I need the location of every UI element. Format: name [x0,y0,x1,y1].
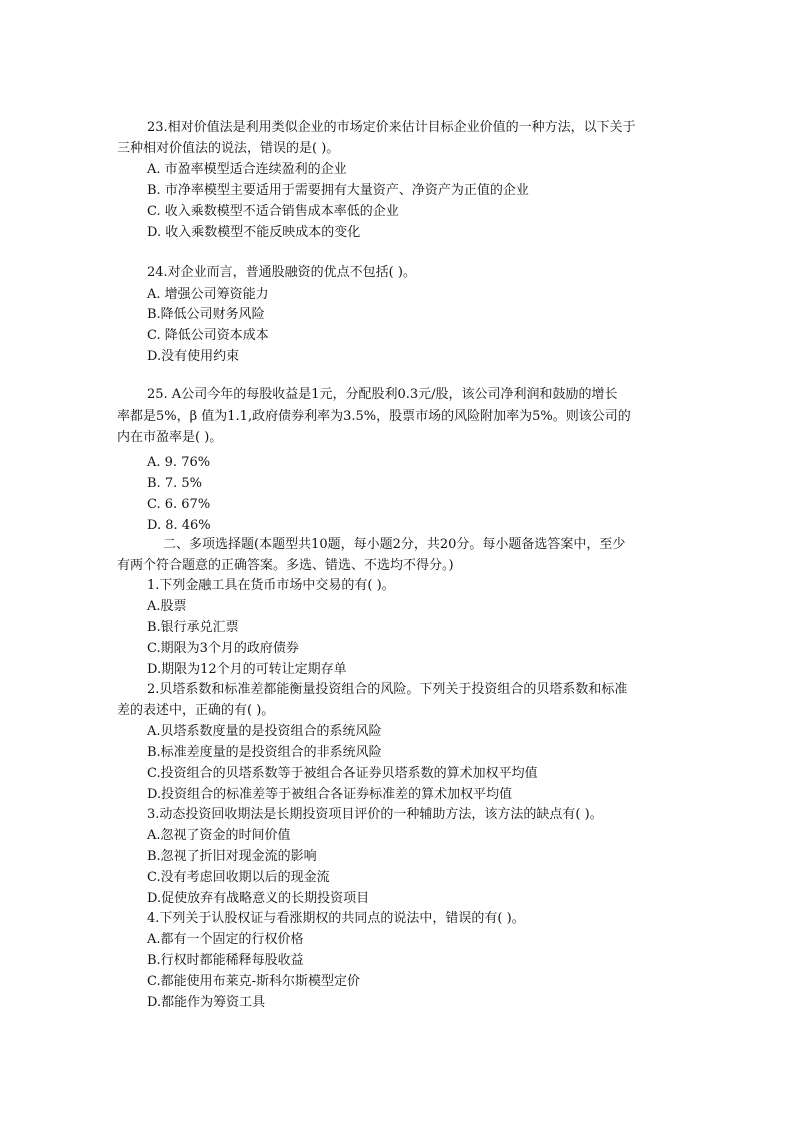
question-23-option-d: D. 收入乘数模型不能反映成本的变化 [147,225,361,240]
mc-question-4-option-a: A.都有一个固定的行权价格 [147,932,304,947]
question-25-text-cont-2: 内在市盈率是( )。 [117,430,223,445]
question-23-option-b: B. 市净率模型主要适用于需要拥有大量资产、净资产为正值的企业 [147,183,529,198]
question-25-option-c: C. 6. 67% [147,497,211,512]
mc-question-2-option-b: B.标准差度量的是投资组合的非系统风险 [147,745,382,760]
question-25-option-a: A. 9. 76% [147,455,211,470]
mc-question-1-option-a: A.股票 [147,599,187,614]
mc-question-1-text: 1.下列金融工具在货币市场中交易的有( )。 [147,578,395,593]
mc-question-1-option-c: C.期限为3个月的政府债券 [147,641,299,656]
question-24-text: 24.对企业而言，普通股融资的优点不包括( )。 [147,265,416,280]
mc-question-2-option-c: C.投资组合的贝塔系数等于被组合各证券贝塔系数的算术加权平均值 [147,766,538,781]
mc-question-2-text: 2.贝塔系数和标准差都能衡量投资组合的风险。下列关于投资组合的贝塔系数和标准 [147,682,628,697]
section-two-heading-cont: 有两个符合题意的正确答案。多选、错选、不选均不得分。) [117,558,454,573]
mc-question-4-option-b: B.行权时都能稀释每股收益 [147,953,304,968]
question-23-option-a: A. 市盈率模型适合连续盈利的企业 [147,162,347,177]
mc-question-4-option-c: C.都能使用布莱克-斯科尔斯模型定价 [147,974,361,989]
mc-question-2-option-d: D.投资组合的标准差等于被组合各证券标准差的算术加权平均值 [147,787,513,802]
section-two-heading: 二、多项选择题(本题型共10题，每小题2分，共20分。每小题备选答案中，至少 [163,537,626,552]
mc-question-3-option-d: D.促使放弃有战略意义的长期投资项目 [147,891,370,906]
question-25-text-cont: 率都是5%，β 值为1.1,政府债券利率为3.5%，股票市场的风险附加率为5%。则该公司的 [117,409,631,424]
mc-question-2-option-a: A.贝塔系数度量的是投资组合的系统风险 [147,724,382,739]
mc-question-4-option-d: D.都能作为筹资工具 [147,995,266,1010]
mc-question-1-option-d: D.期限为12个月的可转让定期存单 [147,662,347,677]
mc-question-2-text-cont: 差的表述中，正确的有( )。 [117,703,275,718]
mc-question-3-option-b: B.忽视了折旧对现金流的影响 [147,849,317,864]
question-25-option-d: D. 8. 46% [147,518,211,533]
question-25-option-b: B. 7. 5% [147,476,202,491]
question-25-text: 25. A公司今年的每股收益是1元，分配股利0.3元/股，该公司净利润和鼓励的增长 [147,387,618,402]
mc-question-3-option-a: A.忽视了资金的时间价值 [147,828,291,843]
question-23-option-c: C. 收入乘数模型不适合销售成本率低的企业 [147,204,399,219]
question-24-option-c: C. 降低公司资本成本 [147,328,269,343]
mc-question-3-text: 3.动态投资回收期法是长期投资项目评价的一种辅助方法，该方法的缺点有( )。 [147,807,603,822]
question-23-text-cont: 三种相对价值法的说法，错误的是( )。 [117,141,340,156]
mc-question-4-text: 4.下列关于认股权证与看涨期权的共同点的说法中，错误的有( )。 [147,911,525,926]
mc-question-3-option-c: C.没有考虑回收期以后的现金流 [147,870,330,885]
mc-question-1-option-b: B.银行承兑汇票 [147,620,239,635]
question-24-option-a: A. 增强公司筹资能力 [147,287,269,302]
question-23-text: 23.相对价值法是利用类似企业的市场定价来估计目标企业价值的一种方法，以下关于 [147,120,636,135]
question-24-option-b: B.降低公司财务风险 [147,307,265,322]
question-24-option-d: D.没有使用约束 [147,349,240,364]
